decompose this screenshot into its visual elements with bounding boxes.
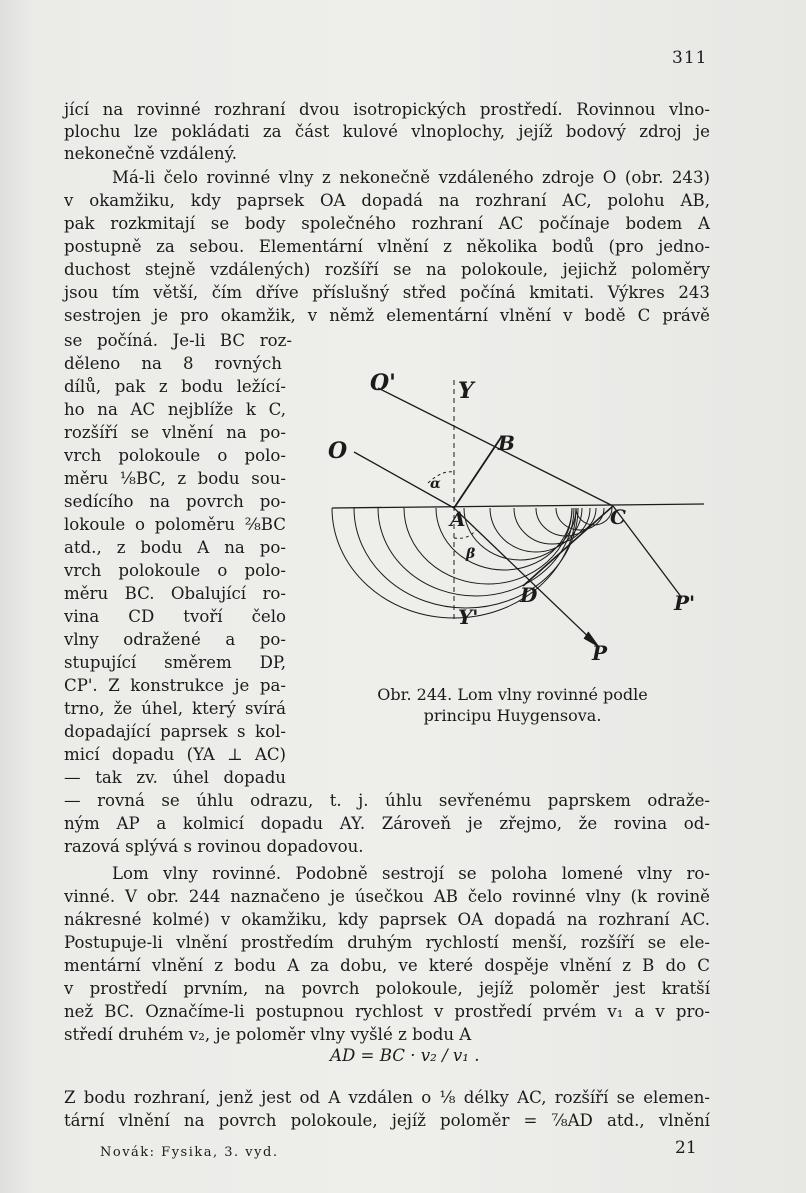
caption-line: principu Huygensova. <box>423 706 602 725</box>
text-line: vrch polokoule o polo- <box>64 561 286 580</box>
text-line: v okamžiku, kdy paprsek OA dopadá na rozhraní AC, polohu AB, <box>64 191 710 210</box>
text-line: vrch polokoule o polo- <box>64 446 286 465</box>
text-line: vlny odražené a po- <box>64 630 286 649</box>
text-line: Z bodu rozhraní, jenž jest od A vzdálen o ⅛ délky AC, rozšíří se elemen- <box>64 1088 710 1107</box>
text-line: nákresné kolmé) v okamžiku, kdy paprsek OA dopadá na rozhraní AC. <box>64 910 710 929</box>
angle-beta-arc <box>454 530 476 538</box>
equation: AD = BC · v₂ / v₁ . <box>330 1046 480 1065</box>
text-line: Postupuje-li vlnění prostředím druhým rychlostí menší, rozšíří se ele- <box>64 933 710 952</box>
text-line: mentární vlnění z bodu A za dobu, ve které dospěje vlnění z B do C <box>64 956 710 975</box>
text-line: tární vlnění na povrch polokoule, jejíž poloměr = ⁷⁄₈AD atd., vlnění <box>64 1111 710 1130</box>
text-line: — tak zv. úhel dopadu <box>64 768 286 787</box>
text-line: duchost stejně vzdálených) rozšíří se na polokoule, jejichž poloměry <box>64 260 710 279</box>
footer-sheet-number: 21 <box>675 1138 697 1158</box>
text-line: středí druhém v₂, je poloměr vlny vyšlé z bodu A <box>64 1025 472 1044</box>
label-y: Y <box>458 378 474 404</box>
text-line: sedícího na povrch po- <box>64 492 286 511</box>
text-line: vina CD tvoří čelo <box>64 607 286 626</box>
text-line: atd., z bodu A na po- <box>64 538 286 557</box>
text-line: micí dopadu (YA ⊥ AC) <box>64 745 286 764</box>
footer-book-title: Novák: Fysika, 3. vyd. <box>100 1145 279 1160</box>
figure-caption <box>350 684 675 726</box>
label-p-prime: P' <box>674 591 696 615</box>
text-line: postupně za sebou. Elementární vlnění z několika bodů (pro jedno- <box>64 237 710 256</box>
wavefront-ab <box>454 436 502 508</box>
page-number: 311 <box>672 48 708 68</box>
text-line: děleno na 8 rovných <box>64 354 282 373</box>
text-line: lokoule o poloměru ²⁄₈BC <box>64 515 286 534</box>
text-line: jící na rovinné rozhraní dvou isotropických prostředí. Rovinnou vlno- <box>64 100 710 119</box>
text-line: stupující směrem DP, <box>64 653 286 672</box>
text-line: Má-li čelo rovinné vlny z nekonečně vzdáleného zdroje O (obr. 243) <box>112 168 710 187</box>
text-line: měru ⅛BC, z bodu sou- <box>64 469 286 488</box>
caption-line: Obr. 244. Lom vlny rovinné podle <box>377 685 648 704</box>
text-line: — rovná se úhlu odrazu, t. j. úhlu sevřenému paprskem odraže- <box>64 791 710 810</box>
text-line: trno, že úhel, který svírá <box>64 699 286 718</box>
label-beta: β <box>466 546 476 562</box>
label-c: C <box>610 505 626 529</box>
label-d: D <box>520 583 538 607</box>
text-line: ným AP a kolmicí dopadu AY. Zároveň je zřejmo, že rovina od- <box>64 814 710 833</box>
text-line: sestrojen je pro okamžik, v němž elementární vlnění v bodě C právě <box>64 306 710 325</box>
text-line: pak rozkmitají se body společného rozhraní AC počínaje bodem A <box>64 214 710 233</box>
label-y-prime: Y' <box>458 605 479 629</box>
figure-refraction <box>318 360 718 680</box>
text-line: měru BC. Obalující ro- <box>64 584 286 603</box>
text-line: než BC. Označíme-li postupnou rychlost v prostředí prvém v₁ a v pro- <box>64 1002 710 1021</box>
text-line: dílů, pak z bodu ležící- <box>64 377 286 396</box>
text-line: rozšíří se vlnění na po- <box>64 423 286 442</box>
text-line: jsou tím větší, čím dříve příslušný střed počíná kmitati. Výkres 243 <box>64 283 710 302</box>
label-b: B <box>498 431 515 455</box>
label-o: O <box>328 438 348 464</box>
label-o-prime: O' <box>370 370 396 396</box>
text-line: plochu lze pokládati za část kulové vlnoplochy, jejíž bodový zdroj je <box>64 122 710 141</box>
text-line: nekonečně vzdálený. <box>64 144 238 163</box>
text-line: CP'. Z konstrukce je pa- <box>64 676 286 695</box>
text-line: ho na AC nejblíže k C, <box>64 400 286 419</box>
label-alpha: α <box>430 476 441 492</box>
text-line: v prostředí prvním, na povrch polokoule, jejíž poloměr jest kratší <box>64 979 710 998</box>
text-line: vinné. V obr. 244 naznačeno je úsečkou AB čelo rovinné vlny (k rovině <box>64 887 710 906</box>
text-line: se počíná. Je-li BC roz- <box>64 331 292 350</box>
interface-line <box>332 504 704 508</box>
label-a: A <box>450 507 466 531</box>
label-p: P <box>592 641 608 665</box>
text-line: Lom vlny rovinné. Podobně sestrojí se poloha lomené vlny ro- <box>112 864 710 883</box>
text-line: razová splývá s rovinou dopadovou. <box>64 837 364 856</box>
text-line: dopadající paprsek s kol- <box>64 722 286 741</box>
